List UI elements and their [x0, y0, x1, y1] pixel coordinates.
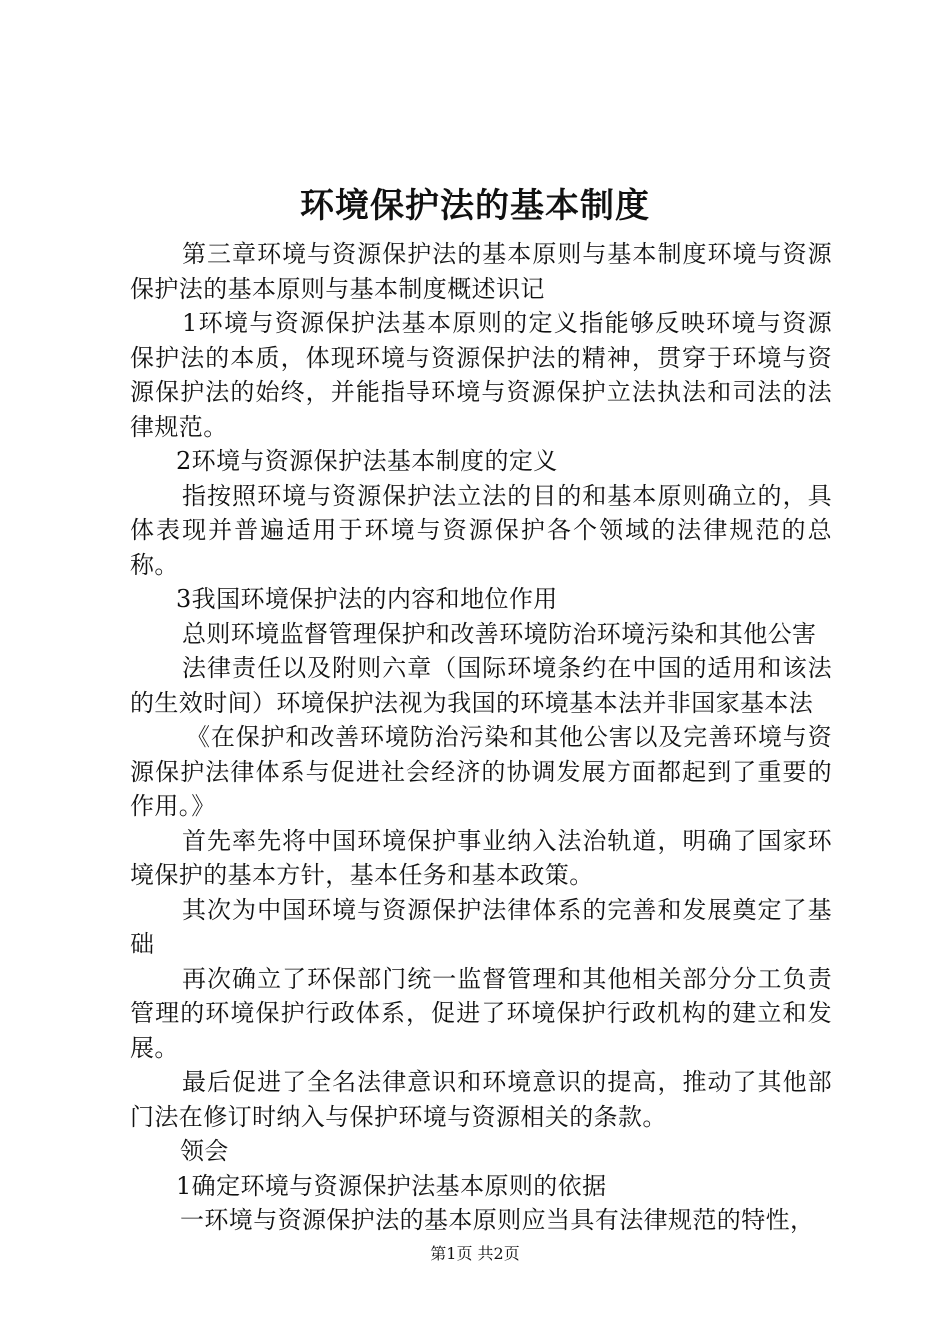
paragraph: 首先率先将中国环境保护事业纳入法治轨道，明确了国家环境保护的基本方针，基本任务和基本政策。	[130, 826, 832, 889]
paragraph: 总则环境监督管理保护和改善环境防治环境污染和其他公害	[182, 619, 817, 648]
paragraph: 法律责任以及附则六章（国际环境条约在中国的适用和该法的生效时间）环境保护法视为我国的环境基本法并非国家基本法	[130, 654, 832, 717]
paragraph: 一环境与资源保护法的基本原则应当具有法律规范的特性，	[180, 1206, 815, 1234]
page-footer: 第1页 共2页	[430, 1244, 520, 1263]
paragraph: 3我国环境保护法的内容和地位作用	[176, 585, 558, 613]
paragraph: 指按照环境与资源保护法立法的目的和基本原则确立的，具体表现并普遍适用于环境与资源保护各个领域的法律规范的总称。	[130, 481, 832, 579]
paragraph: 《在保护和改善环境防治污染和其他公害以及完善环境与资源保护法律体系与促进社会经济的协调发展方面都起到了重要的作用。》	[130, 723, 832, 820]
paragraph: 2环境与资源保护法基本制度的定义	[176, 447, 558, 475]
paragraph: 最后促进了全名法律意识和环境意识的提高，推动了其他部门法在修订时纳入与保护环境与资源相关的条款。	[130, 1068, 832, 1131]
paragraph: 1环境与资源保护法基本原则的定义指能够反映环境与资源保护法的本质，体现环境与资源保护法的精神，贯穿于环境与资源保护法的始终，并能指导环境与资源保护立法执法和司法的法律规范。	[130, 309, 832, 441]
paragraph: 领会	[180, 1137, 229, 1165]
document-body	[130, 237, 832, 1238]
paragraph: 其次为中国环境与资源保护法律体系的完善和发展奠定了基础	[130, 895, 832, 958]
document-title: 环境保护法的基本制度	[300, 186, 650, 226]
paragraph: 第三章环境与资源保护法的基本原则与基本制度环境与资源保护法的基本原则与基本制度概述识记	[130, 240, 832, 303]
paragraph: 再次确立了环保部门统一监督管理和其他相关部分分工负责管理的环境保护行政体系，促进了环境保护行政机构的建立和发展。	[130, 964, 832, 1062]
paragraph: 1确定环境与资源保护法基本原则的依据	[176, 1171, 607, 1200]
